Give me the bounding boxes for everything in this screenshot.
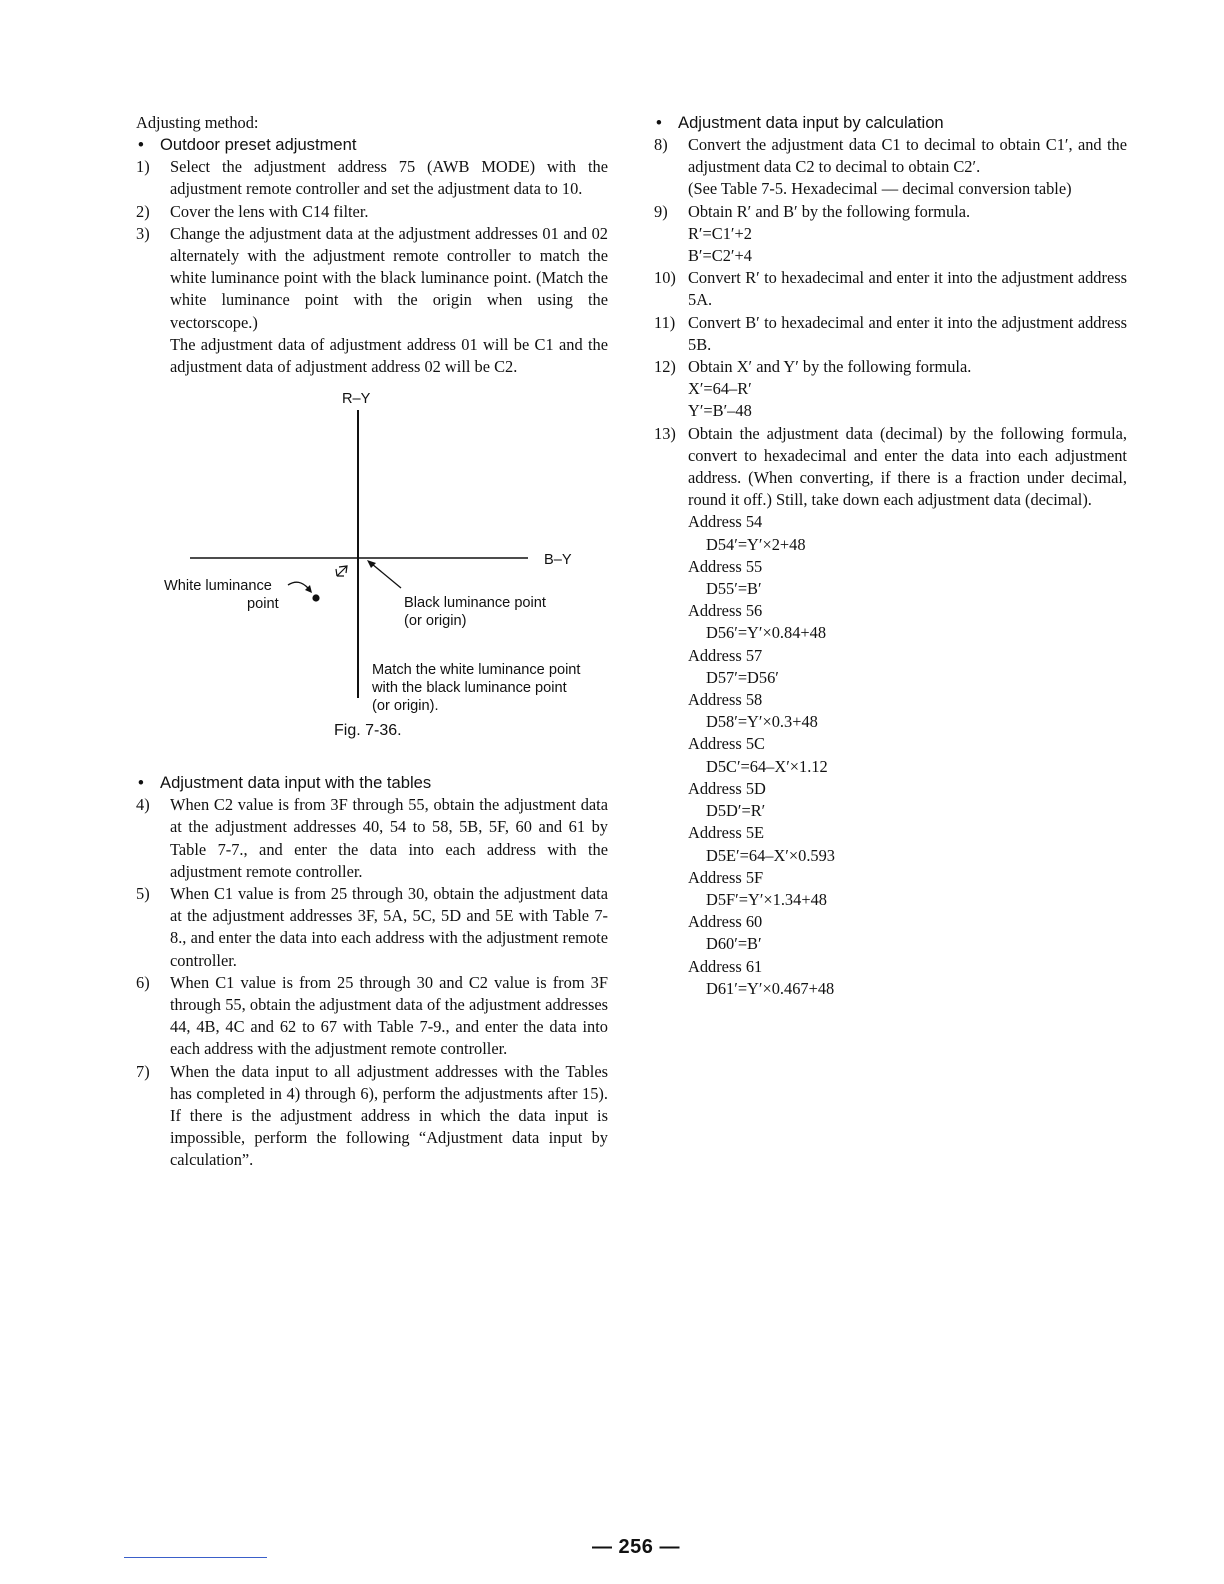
step-8-note: (See Table 7-5. Hexadecimal — decimal conversion table)	[688, 179, 1072, 199]
address-5d-formula: D5D′=R′	[706, 801, 766, 821]
step-11	[654, 312, 1127, 356]
r-y-axis-label: R–Y	[342, 391, 371, 408]
step-number: 10)	[654, 268, 676, 288]
address-56-label: Address 56	[688, 601, 763, 621]
b-y-axis-label: B–Y	[544, 552, 572, 569]
step-13	[654, 423, 1127, 512]
address-5d-label: Address 5D	[688, 778, 766, 798]
step-number: 4)	[136, 795, 150, 815]
step-number: 12)	[654, 357, 676, 377]
step-number: 7)	[136, 1061, 150, 1081]
address-5c-label: Address 5C	[688, 734, 765, 754]
step-text: Obtain R′ and B′ by the following formula.	[688, 201, 971, 221]
step-number: 9)	[654, 201, 668, 221]
step-text: Change the adjustment data at the adjustment addresses 01 and 02 alternately with the adjustment remote controller to match the white luminance point with the black luminance point. (Match the white luminance point with the origin when using the vectorscope.)	[170, 223, 608, 332]
match-note-line-1: Match the white luminance point	[372, 662, 581, 679]
address-5f-label: Address 5F	[688, 867, 764, 887]
step-text: When the data input to all adjustment addresses with the Tables has completed in 4) through 6), perform the adjustments after 15). If there is the adjustment address in which the data input is impossible, perform the following “Adjustment data input by calculation”.	[170, 1061, 608, 1170]
match-note-line-2: with the black luminance point	[372, 680, 567, 697]
bullet-icon: •	[656, 113, 662, 132]
step-text: Convert R′ to hexadecimal and enter it into the adjustment address 5A.	[688, 268, 1127, 310]
step-10	[654, 267, 1127, 311]
address-60-label: Address 60	[688, 912, 763, 932]
step-number: 13)	[654, 423, 676, 443]
step-7	[136, 1061, 608, 1172]
step-4	[136, 794, 608, 883]
step-number: 2)	[136, 201, 150, 221]
move-arrow-icon	[336, 566, 347, 576]
white-luminance-point	[312, 595, 319, 602]
page-number: — 256 —	[592, 1536, 680, 1558]
black-luminance-label-2: (or origin)	[404, 613, 467, 630]
bullet-icon: •	[138, 773, 144, 793]
footer-rule	[124, 1557, 267, 1558]
left-column	[136, 112, 608, 1172]
section-heading-tables	[136, 772, 608, 794]
address-61-formula: D61′=Y′×0.467+48	[706, 978, 835, 998]
step-text: Convert the adjustment data C1 to decimal to obtain C1′, and the adjustment data C2 to decimal to obtain C2′.	[688, 135, 1127, 177]
step-2	[136, 201, 608, 223]
address-5c-formula: D5C′=64–X′×1.12	[706, 756, 828, 776]
white-luminance-label-2: point	[247, 596, 279, 613]
step-text: When C1 value is from 25 through 30 and C2 value is from 3F through 55, obtain the adjustment data of the adjustment addresses 44, 4B, 4C and 62 to 67 with Table 7-9., and enter the data into each address with the adjustment remote controller.	[170, 972, 608, 1059]
step-5	[136, 883, 608, 972]
step-text: Obtain the adjustment data (decimal) by the following formula, convert to hexadecimal and enter the data into each adjustment address. (When converting, if there is a fraction under decimal, round it off.) Still, take down each adjustment data (decimal).	[688, 423, 1127, 510]
black-luminance-label: Black luminance point	[404, 595, 546, 612]
white-luminance-label: White luminance	[164, 578, 272, 595]
right-column	[654, 112, 1127, 1000]
address-54-formula: D54′=Y′×2+48	[706, 534, 806, 554]
section-title: Outdoor preset adjustment	[160, 135, 357, 155]
formula-r: R′=C1′+2	[688, 223, 752, 243]
step-number: 11)	[654, 312, 676, 332]
formula-y: Y′=B′–48	[688, 401, 752, 421]
step-text: Obtain X′ and Y′ by the following formula.	[688, 357, 972, 377]
address-57-formula: D57′=D56′	[706, 667, 779, 687]
step-3	[136, 223, 608, 334]
step-text: Cover the lens with C14 filter.	[170, 201, 369, 221]
address-5e-label: Address 5E	[688, 823, 765, 843]
formula-x: X′=64–R′	[688, 379, 752, 399]
white-point-leader	[288, 582, 308, 588]
step-3-note: The adjustment data of adjustment address 01 will be C1 and the adjustment data of adjustment address 02 will be C2.	[170, 334, 608, 377]
section-heading-outdoor-preset	[136, 134, 608, 156]
section-heading-calculation	[654, 112, 1127, 134]
step-number: 8)	[654, 135, 668, 154]
address-55-label: Address 55	[688, 556, 763, 576]
step-6	[136, 972, 608, 1061]
figure-7-36	[136, 378, 608, 770]
step-text: Select the adjustment address 75 (AWB MODE) with the adjustment remote controller and set the adjustment data to 10.	[170, 157, 608, 199]
section-title: Adjustment data input with the tables	[160, 773, 432, 793]
address-55-formula: D55′=B′	[706, 579, 762, 599]
step-12	[654, 356, 1127, 378]
black-point-leader	[372, 564, 401, 588]
formula-b: B′=C2′+4	[688, 246, 752, 266]
address-58-label: Address 58	[688, 690, 763, 710]
address-60-formula: D60′=B′	[706, 934, 762, 954]
match-note-line-3: (or origin).	[372, 698, 439, 715]
figure-caption: Fig. 7-36.	[334, 722, 402, 740]
address-61-label: Address 61	[688, 956, 763, 976]
address-5f-formula: D5F′=Y′×1.34+48	[706, 889, 827, 909]
step-text: When C1 value is from 25 through 30, obtain the adjustment data at the adjustment addresses 3F, 5A, 5C, 5D and 5E with Table 7-8., and enter the data into each address with the adjustment remote controller.	[170, 884, 608, 970]
step-text: When C2 value is from 3F through 55, obtain the adjustment data at the adjustment addresses 40, 54 to 58, 5B, 5F, 60 and 61 by Table 7-7., and enter the data into each address with the adjustment remote controller.	[170, 795, 608, 881]
step-1	[136, 156, 608, 200]
step-number: 3)	[136, 223, 150, 243]
step-9	[654, 201, 1127, 223]
address-57-label: Address 57	[688, 645, 763, 665]
step-number: 1)	[136, 157, 150, 177]
section-title: Adjustment data input by calculation	[678, 113, 944, 132]
address-58-formula: D58′=Y′×0.3+48	[706, 712, 818, 732]
bullet-icon: •	[138, 135, 144, 155]
address-5e-formula: D5E′=64–X′×0.593	[706, 845, 836, 865]
step-8	[654, 134, 1127, 178]
address-56-formula: D56′=Y′×0.84+48	[706, 623, 827, 643]
step-number: 6)	[136, 972, 150, 992]
adjusting-method-label: Adjusting method:	[136, 113, 259, 132]
step-text: Convert B′ to hexadecimal and enter it into the adjustment address 5B.	[688, 312, 1127, 354]
step-number: 5)	[136, 884, 150, 904]
address-54-label: Address 54	[688, 512, 763, 532]
